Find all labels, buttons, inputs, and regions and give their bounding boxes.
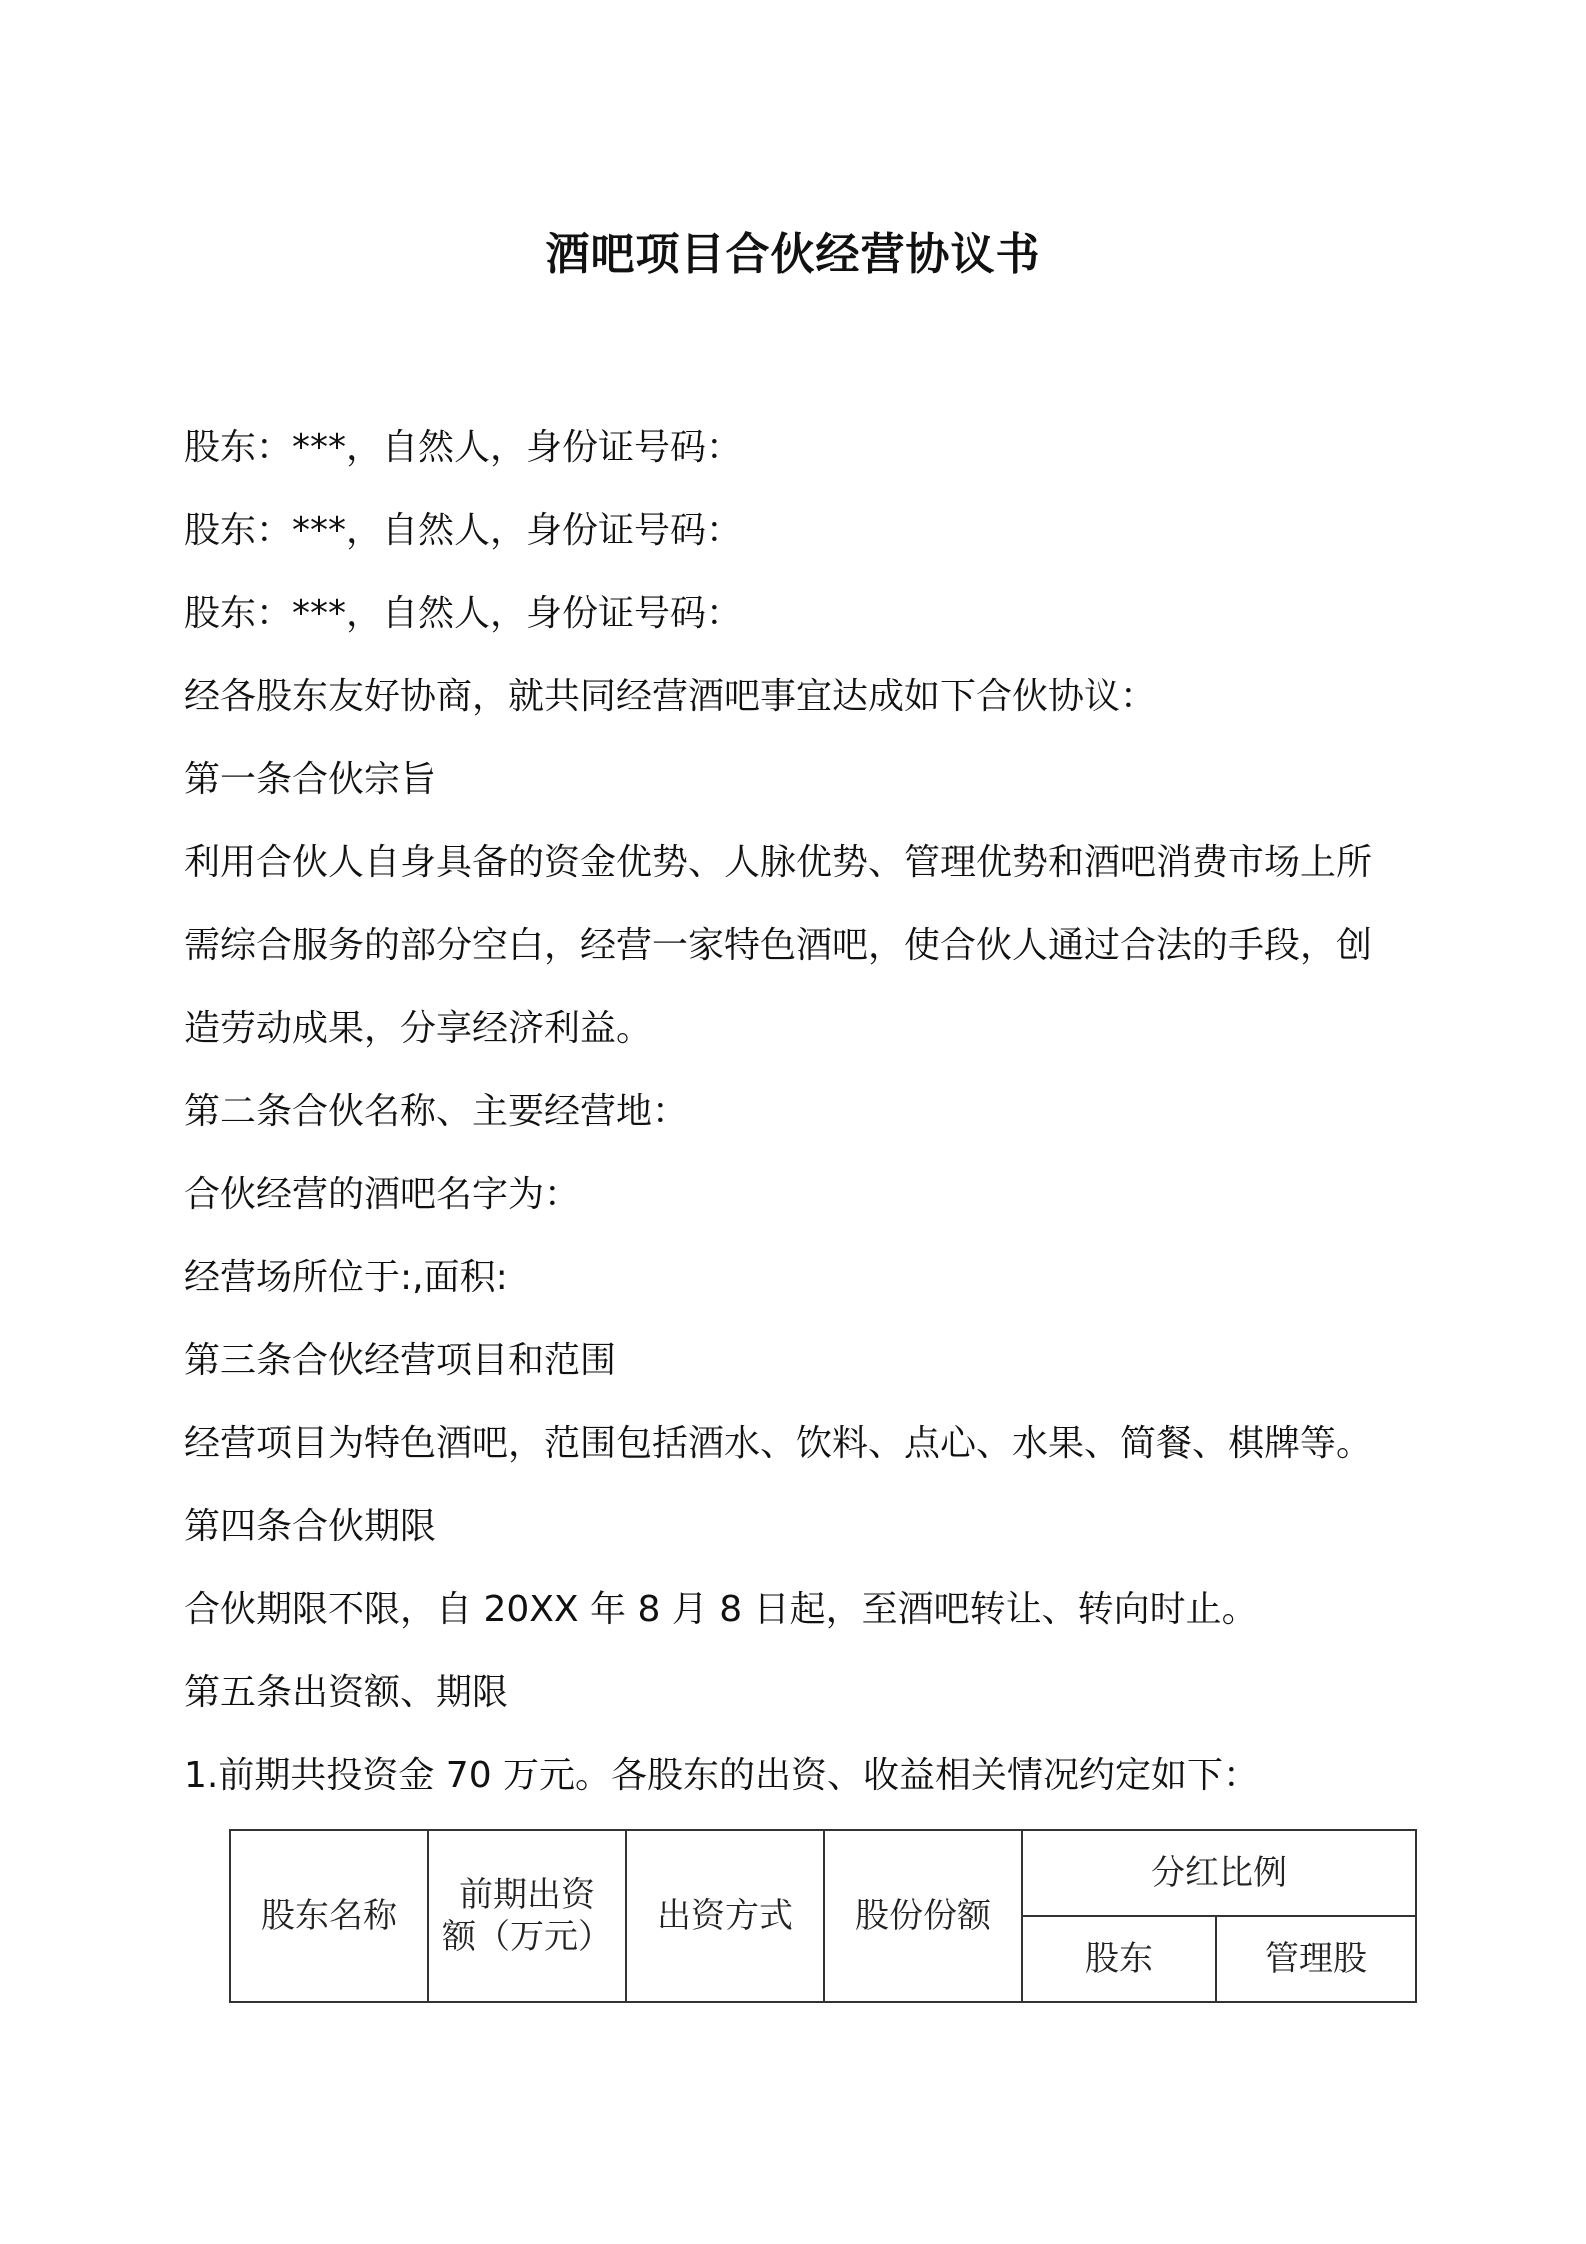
header-initial-investment-line1: 前期出资 [459, 1875, 595, 1915]
shareholder-line: 股东：***，自然人，身份证号码： [184, 510, 743, 551]
header-initial-investment-line2: 额（万元） [442, 1917, 612, 1957]
shareholder-line: 股东：***，自然人，身份证号码： [184, 427, 743, 468]
location-line: 经营场所位于:,面积: [184, 1257, 508, 1298]
article-3-heading: 第三条合伙经营项目和范围 [184, 1340, 617, 1381]
investment-table-wrapper [229, 1829, 1415, 2003]
document-body [184, 406, 1420, 1817]
article-1-text-line: 利用合伙人自身具备的资金优势、人脉优势、管理优势和酒吧消费市场上所 [184, 842, 1373, 883]
shareholder-line: 股东：***，自然人，身份证号码： [184, 593, 743, 634]
investment-intro-line: 1.前期共投资金 70 万元。各股东的出资、收益相关情况约定如下： [184, 1755, 1260, 1796]
header-dividend-shareholder: 股东 [1022, 1916, 1216, 2002]
article-5-heading: 第五条出资额、期限 [184, 1672, 509, 1713]
investment-table [229, 1829, 1417, 2003]
business-scope-line: 经营项目为特色酒吧，范围包括酒水、饮料、点心、水果、简餐、棋牌等。 [184, 1423, 1373, 1464]
article-1-text-line: 需综合服务的部分空白，经营一家特色酒吧，使合伙人通过合法的手段，创 [184, 925, 1373, 966]
article-1-text-line: 造劳动成果，分享经济利益。 [184, 1008, 653, 1049]
article-1-heading: 第一条合伙宗旨 [184, 759, 437, 800]
preamble-line: 经各股东友好协商，就共同经营酒吧事宜达成如下合伙协议： [184, 676, 1157, 717]
document-title: 酒吧项目合伙经营协议书 [545, 229, 1041, 280]
header-share-amount: 股份份额 [824, 1830, 1022, 2002]
header-investment-method: 出资方式 [626, 1830, 824, 2002]
article-4-heading: 第四条合伙期限 [184, 1506, 437, 1547]
article-2-heading: 第二条合伙名称、主要经营地： [184, 1091, 689, 1132]
header-dividend-ratio: 分红比例 [1022, 1830, 1416, 1916]
term-line: 合伙期限不限，自 20XX 年 8 月 8 日起，至酒吧转让、转向时止。 [184, 1589, 1258, 1630]
header-initial-investment [428, 1830, 626, 2002]
bar-name-line: 合伙经营的酒吧名字为： [184, 1174, 581, 1215]
header-shareholder-name: 股东名称 [230, 1830, 428, 2002]
header-dividend-management: 管理股 [1216, 1916, 1416, 2002]
